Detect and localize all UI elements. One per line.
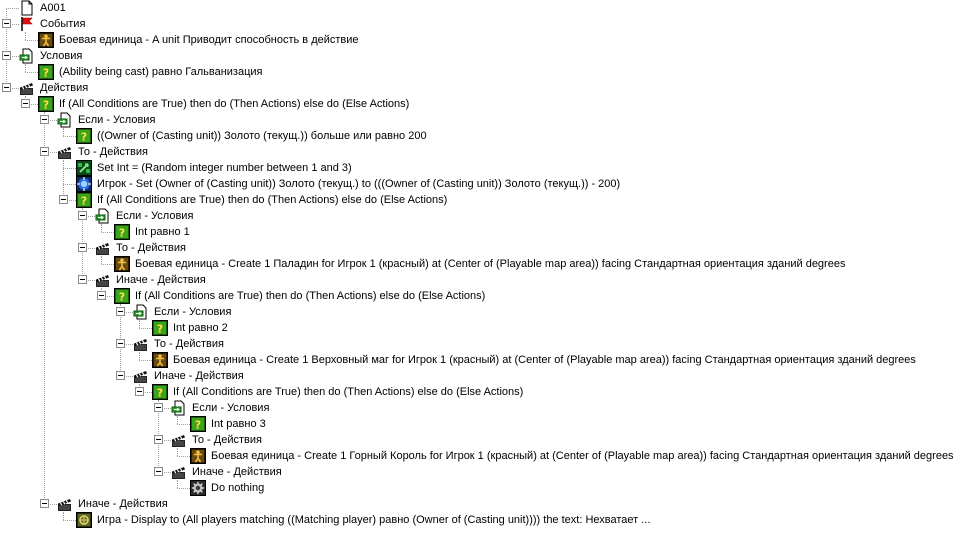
tree-node[interactable] xyxy=(0,112,955,128)
tree-node[interactable] xyxy=(0,288,955,304)
conditions-icon xyxy=(95,208,111,224)
nothing-icon xyxy=(190,480,206,496)
unit-icon xyxy=(152,352,168,368)
collapse-toggle[interactable] xyxy=(97,291,106,300)
svg-text:?: ? xyxy=(118,290,126,304)
svg-text:?: ? xyxy=(80,194,88,208)
tree-node-label[interactable]: Боевая единица - Create 1 Паладин for Игрок 1 (красный) at (Center of (Playable map area)) facing Стандартная ориентация зданий degrees xyxy=(135,258,846,270)
collapse-toggle[interactable] xyxy=(116,371,125,380)
tree-node-label[interactable]: Иначе - Действия xyxy=(116,274,206,286)
conditions-icon xyxy=(57,112,73,128)
flag-icon xyxy=(19,16,35,32)
tree-node-label[interactable]: Если - Условия xyxy=(154,306,232,318)
tree-node[interactable] xyxy=(0,496,955,512)
collapse-toggle[interactable] xyxy=(135,387,144,396)
tree-node[interactable] xyxy=(0,208,955,224)
page-icon xyxy=(19,0,35,16)
clapper-icon xyxy=(57,496,73,512)
tree-node[interactable] xyxy=(0,176,955,192)
tree-node-label[interactable]: Игра - Display to (All players matching ((Matching player) равно (Owner of (Casting unit)))) the text: Нехватает ... xyxy=(97,514,651,526)
tree-node-label[interactable]: Set Int = (Random integer number between 1 and 3) xyxy=(97,162,352,174)
tree-node[interactable] xyxy=(0,32,955,48)
tree-node[interactable] xyxy=(0,256,955,272)
svg-text:?: ? xyxy=(42,66,50,80)
tree-node-label[interactable]: Int равно 1 xyxy=(135,226,190,238)
clapper-icon xyxy=(133,368,149,384)
collapse-toggle[interactable] xyxy=(154,467,163,476)
tree-node-label[interactable]: То - Действия xyxy=(116,242,186,254)
tree-node[interactable] xyxy=(0,400,955,416)
clapper-icon xyxy=(95,240,111,256)
tree-node[interactable] xyxy=(0,16,955,32)
tree-node[interactable] xyxy=(0,320,955,336)
tree-node-label[interactable]: Если - Условия xyxy=(78,114,156,126)
setvar-icon xyxy=(76,160,92,176)
unit-icon xyxy=(114,256,130,272)
tree-node-label[interactable]: Боевая единица - A unit Приводит способность в действие xyxy=(59,34,359,46)
tree-node-label[interactable]: Иначе - Действия xyxy=(154,370,244,382)
tree-node-label[interactable]: То - Действия xyxy=(154,338,224,350)
collapse-toggle[interactable] xyxy=(116,307,125,316)
tree-node[interactable] xyxy=(0,272,955,288)
question-icon xyxy=(76,128,92,144)
tree-node[interactable] xyxy=(0,160,955,176)
clapper-icon xyxy=(95,272,111,288)
tree-node-label[interactable]: Если - Условия xyxy=(116,210,194,222)
conditions-icon xyxy=(19,48,35,64)
unit-icon xyxy=(38,32,54,48)
tree-node[interactable] xyxy=(0,64,955,80)
collapse-toggle[interactable] xyxy=(40,499,49,508)
tree-node-label[interactable]: ((Owner of (Casting unit)) Золото (текущ.)) больше или равно 200 xyxy=(97,130,427,142)
collapse-toggle[interactable] xyxy=(2,51,11,60)
tree-node[interactable] xyxy=(0,480,955,496)
collapse-toggle[interactable] xyxy=(154,403,163,412)
clapper-icon xyxy=(57,144,73,160)
tree-node[interactable] xyxy=(0,464,955,480)
clapper-icon xyxy=(171,464,187,480)
question-icon xyxy=(76,192,92,208)
unit-icon xyxy=(190,448,206,464)
tree-node[interactable] xyxy=(0,352,955,368)
tree-node[interactable] xyxy=(0,80,955,96)
tree-node[interactable] xyxy=(0,224,955,240)
tree-node[interactable] xyxy=(0,336,955,352)
collapse-toggle[interactable] xyxy=(59,195,68,204)
clapper-icon xyxy=(19,80,35,96)
tree-node[interactable] xyxy=(0,432,955,448)
collapse-toggle[interactable] xyxy=(40,115,49,124)
clapper-icon xyxy=(171,432,187,448)
question-icon xyxy=(152,384,168,400)
tree-node[interactable] xyxy=(0,192,955,208)
tree-node-label[interactable]: If (All Conditions are True) then do (Then Actions) else do (Else Actions) xyxy=(59,98,410,110)
conditions-icon xyxy=(171,400,187,416)
collapse-toggle[interactable] xyxy=(21,99,30,108)
tree-node-label[interactable]: (Ability being cast) равно Гальванизация xyxy=(59,66,263,78)
collapse-toggle[interactable] xyxy=(78,243,87,252)
svg-text:?: ? xyxy=(156,386,164,400)
tree-node-label[interactable]: То - Действия xyxy=(78,146,148,158)
tree-node[interactable] xyxy=(0,416,955,432)
collapse-toggle[interactable] xyxy=(2,83,11,92)
collapse-toggle[interactable] xyxy=(154,435,163,444)
collapse-toggle[interactable] xyxy=(78,275,87,284)
tree-node-label[interactable]: Условия xyxy=(40,50,83,62)
question-icon xyxy=(38,96,54,112)
tree-node-label[interactable]: Иначе - Действия xyxy=(78,498,168,510)
tree-node-label[interactable]: Боевая единица - Create 1 Горный Король for Игрок 1 (красный) at (Center of (Playable map area)) facing Стандартная ориентация зданий degrees xyxy=(211,450,954,462)
tree-node[interactable] xyxy=(0,384,955,400)
tree-node-label[interactable]: Do nothing xyxy=(211,482,265,494)
question-icon xyxy=(190,416,206,432)
tree-node[interactable] xyxy=(0,240,955,256)
svg-text:?: ? xyxy=(194,418,202,432)
tree-node[interactable] xyxy=(0,48,955,64)
conditions-icon xyxy=(133,304,149,320)
game-icon xyxy=(76,512,92,528)
tree-node[interactable] xyxy=(0,144,955,160)
tree-node[interactable] xyxy=(0,128,955,144)
tree-node[interactable] xyxy=(0,368,955,384)
tree-node-label[interactable]: Действия xyxy=(40,82,89,94)
svg-text:?: ? xyxy=(118,226,126,240)
tree-node-label[interactable]: Int равно 3 xyxy=(211,418,266,430)
question-icon xyxy=(38,64,54,80)
tree-node[interactable] xyxy=(0,512,955,528)
svg-text:?: ? xyxy=(42,98,50,112)
collapse-toggle[interactable] xyxy=(78,211,87,220)
tree-node[interactable] xyxy=(0,96,955,112)
tree-node-label[interactable]: If (All Conditions are True) then do (Then Actions) else do (Else Actions) xyxy=(135,290,486,302)
tree-node-label[interactable]: Если - Условия xyxy=(192,402,270,414)
collapse-toggle[interactable] xyxy=(40,147,49,156)
tree-node[interactable] xyxy=(0,448,955,464)
clapper-icon xyxy=(133,336,149,352)
question-icon xyxy=(114,288,130,304)
tree-node[interactable] xyxy=(0,304,955,320)
svg-text:?: ? xyxy=(80,130,88,144)
tree-node-label[interactable]: События xyxy=(40,18,86,30)
question-icon xyxy=(114,224,130,240)
tree-node-label[interactable]: Боевая единица - Create 1 Верховный маг for Игрок 1 (красный) at (Center of (Playable map area)) facing Стандартная ориентация зданий degrees xyxy=(173,354,916,366)
svg-text:?: ? xyxy=(156,322,164,336)
collapse-toggle[interactable] xyxy=(2,19,11,28)
tree-node-label[interactable]: Иначе - Действия xyxy=(192,466,282,478)
tree-node-label[interactable]: If (All Conditions are True) then do (Then Actions) else do (Else Actions) xyxy=(173,386,524,398)
tree-node-label[interactable]: Int равно 2 xyxy=(173,322,228,334)
question-icon xyxy=(152,320,168,336)
tree-node-label[interactable]: A001 xyxy=(40,2,66,14)
tree-node[interactable] xyxy=(0,0,955,16)
tree-node-label[interactable]: If (All Conditions are True) then do (Then Actions) else do (Else Actions) xyxy=(97,194,448,206)
player-icon xyxy=(76,176,92,192)
collapse-toggle[interactable] xyxy=(116,339,125,348)
tree-node-label[interactable]: То - Действия xyxy=(192,434,262,446)
tree-node-label[interactable]: Игрок - Set (Owner of (Casting unit)) Золото (текущ.) to (((Owner of (Casting unit)) Золото (текущ.)) - 200) xyxy=(97,178,621,190)
